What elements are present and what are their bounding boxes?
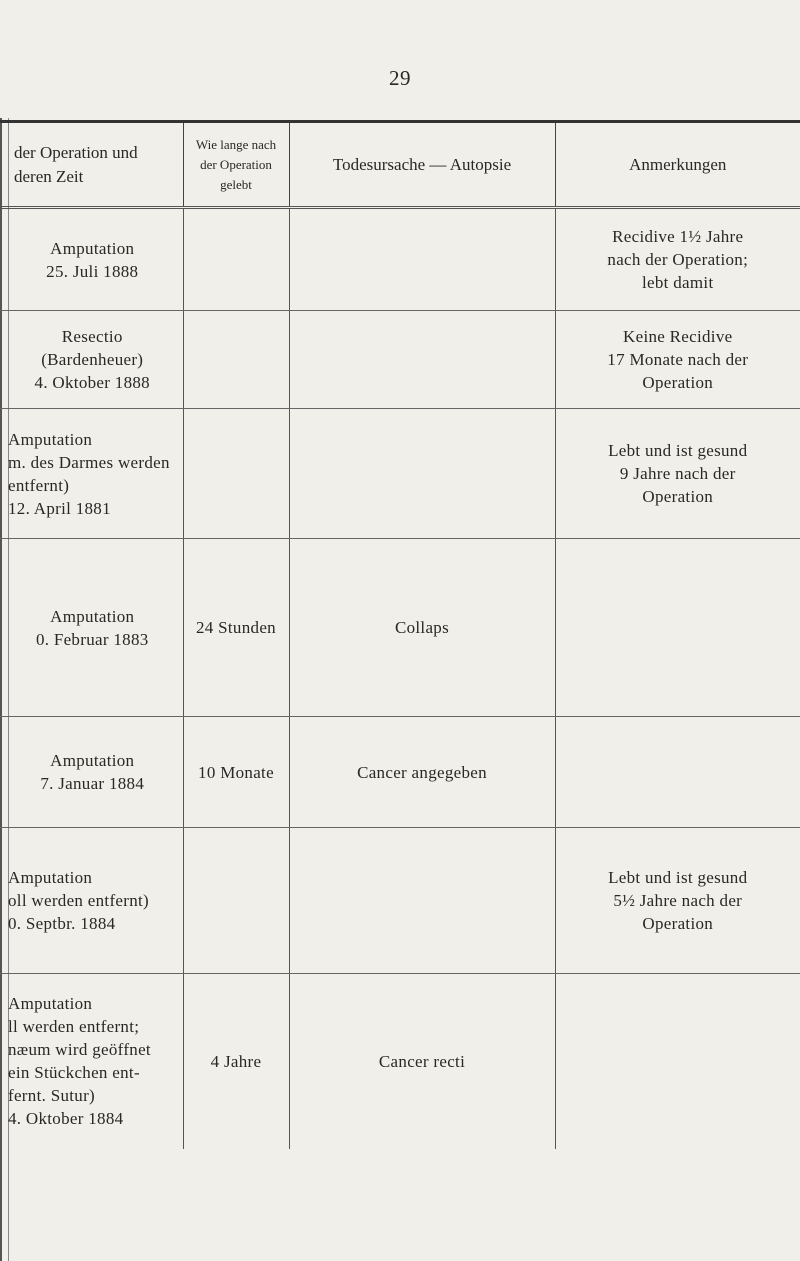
cell-cause [289,208,555,311]
table-row [0,311,800,409]
cell-remarks [555,974,800,1149]
operation-line: Amputation [8,994,93,1014]
operation-line: fernt. Sutur) [8,1086,95,1106]
cell-cause [289,828,555,974]
table-row [0,717,800,828]
cell-cause: Cancer angegeben [289,717,555,828]
cell-operation [0,208,183,311]
cell-remarks [555,828,800,974]
cell-cause [289,311,555,409]
cell-remarks [555,208,800,311]
cell-cause: Cancer recti [289,974,555,1149]
remarks-line: Operation [642,487,714,506]
operation-line: m. des Darmes werden [8,452,170,472]
operation-line: Amputation [8,868,93,887]
table-header-row [0,122,800,208]
operation-line: 7. Januar 1884 [40,774,145,793]
cell-operation [0,717,183,828]
records-table [0,120,800,1149]
cell-cause [289,409,555,539]
remarks-line: 9 Jahre nach der [619,464,736,483]
cell-survival: 10 Monate [183,717,289,828]
header-remarks: Anmerkungen [555,122,800,208]
operation-line: 4. Oktober 1888 [34,373,150,392]
cell-survival: 24 Stunden [183,539,289,717]
table-row [0,409,800,539]
cell-operation [0,539,183,717]
operation-line: Amputation [8,429,93,449]
operation-line: 12. April 1881 [8,498,111,518]
cell-remarks [555,409,800,539]
remarks-line: Operation [642,914,714,933]
header-operation-text: der Operation und deren Zeit [14,142,138,186]
remarks-line: Operation [642,373,714,392]
remarks-line: Lebt und ist gesund [608,868,748,887]
table-row [0,539,800,717]
cell-operation [0,409,183,539]
header-survival [183,122,289,208]
cell-survival [183,409,289,539]
operation-line: 0. Septbr. 1884 [8,914,116,933]
remarks-line: Keine Recidive [623,327,733,346]
table-row [0,208,800,311]
operation-line: ein Stückchen ent- [8,1063,140,1083]
operation-line: Amputation [50,238,135,258]
header-cause: Todesursache — Autopsie [289,122,555,208]
operation-line: Amputation [50,606,135,626]
page-number: 29 [389,66,411,90]
operation-line: (Bardenheuer) [41,350,144,369]
cell-survival [183,208,289,311]
cell-remarks [555,311,800,409]
cell-remarks [555,717,800,828]
operation-line: næum wird geöffnet [8,1040,151,1060]
remarks-line: 17 Monate nach der [607,350,749,369]
cell-survival [183,828,289,974]
operation-line: 0. Februar 1883 [35,629,149,649]
operation-line: Amputation [50,751,135,770]
header-survival-text: Wie lange nach der Operation gelebt [195,136,277,192]
cell-operation [0,828,183,974]
operation-line: entfernt) [8,475,70,495]
table-row [0,828,800,974]
table-body [0,208,800,1149]
operation-line: Resectio [61,327,123,346]
cell-cause: Collaps [289,539,555,717]
cell-remarks [555,539,800,717]
operation-line: oll werden entfernt) [8,891,149,910]
remarks-line: nach der Operation; [607,250,749,269]
remarks-line: 5½ Jahre nach der [613,891,743,910]
cell-operation [0,311,183,409]
operation-line: 25. Juli 1888 [46,261,139,281]
remarks-line: lebt damit [642,273,714,292]
table-row [0,974,800,1149]
cell-survival: 4 Jahre [183,974,289,1149]
operation-line: 4. Oktober 1884 [8,1109,124,1129]
operation-line: ll werden entfernt; [8,1017,140,1037]
remarks-line: Recidive 1½ Jahre [612,227,744,246]
cell-operation [0,974,183,1149]
cell-survival [183,311,289,409]
header-operation [0,122,183,208]
remarks-line: Lebt und ist gesund [608,441,748,460]
